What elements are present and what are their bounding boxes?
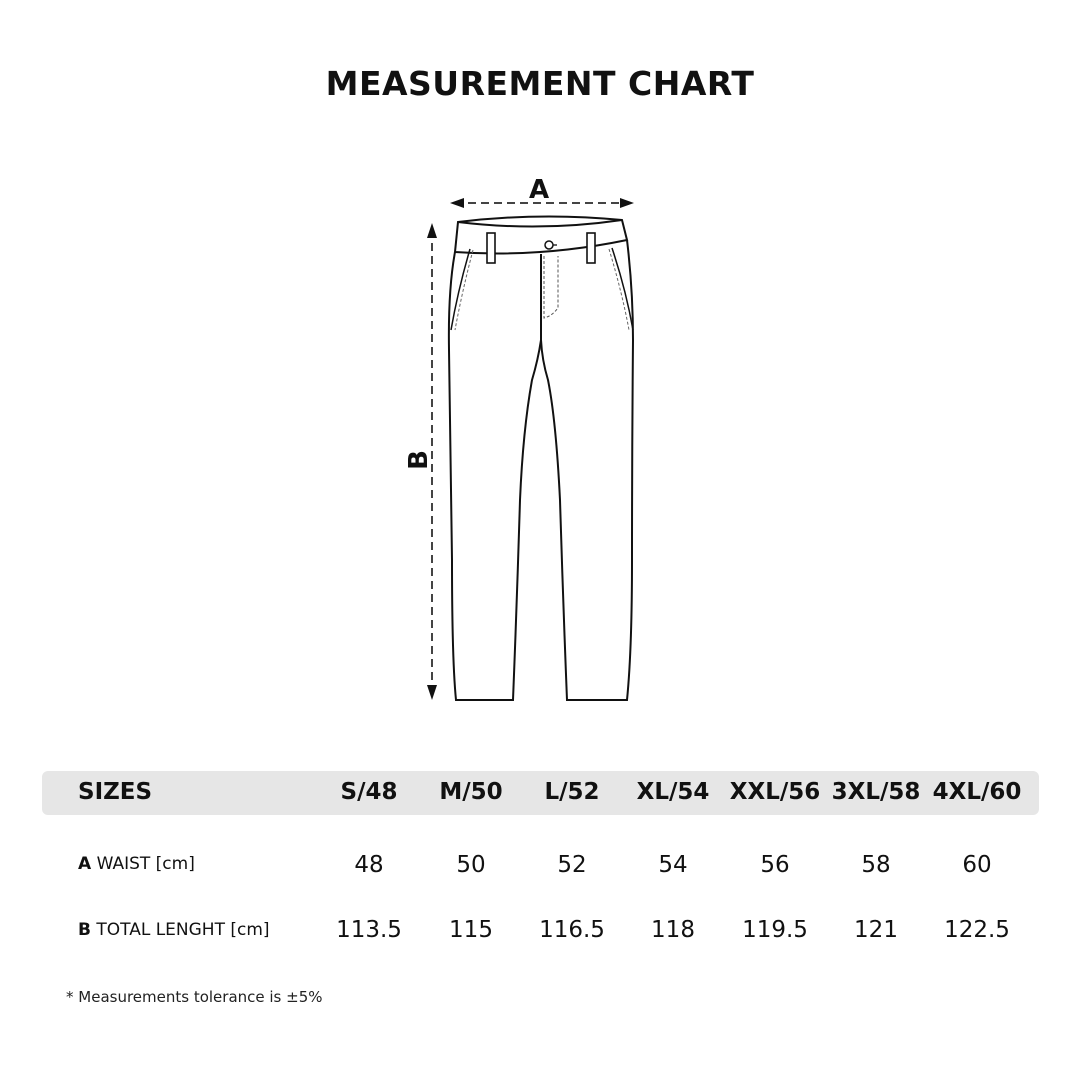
table-cell: 115 (449, 917, 493, 943)
size-header: XXL/56 (729, 779, 821, 805)
trousers-diagram-icon (395, 170, 655, 710)
page-title: MEASUREMENT CHART (325, 64, 755, 103)
table-cell: 54 (658, 852, 688, 878)
size-header: L/52 (544, 779, 600, 805)
table-cell: 121 (854, 917, 898, 943)
table-cell: 50 (456, 852, 486, 878)
table-cell: 48 (354, 852, 384, 878)
size-header: XL/54 (636, 779, 710, 805)
table-cell: 119.5 (742, 917, 808, 943)
sizes-header-label: SIZES (78, 779, 153, 805)
table-cell: 113.5 (336, 917, 402, 943)
tolerance-note: * Measurements tolerance is ±5% (66, 988, 323, 1006)
label-b: B (404, 450, 434, 470)
size-header: S/48 (340, 779, 398, 805)
table-cell: 116.5 (539, 917, 605, 943)
size-header: M/50 (439, 779, 503, 805)
table-cell: 118 (651, 917, 695, 943)
table-cell: 58 (861, 852, 891, 878)
table-cell: 52 (557, 852, 587, 878)
size-header: 4XL/60 (932, 779, 1022, 805)
table-cell: 60 (962, 852, 992, 878)
table-cell: 122.5 (944, 917, 1010, 943)
row-label-waist: A WAIST [cm] (78, 854, 195, 874)
table-cell: 56 (760, 852, 790, 878)
size-header: 3XL/58 (831, 779, 921, 805)
label-a: A (528, 175, 550, 205)
row-label-length: B TOTAL LENGHT [cm] (78, 920, 270, 940)
